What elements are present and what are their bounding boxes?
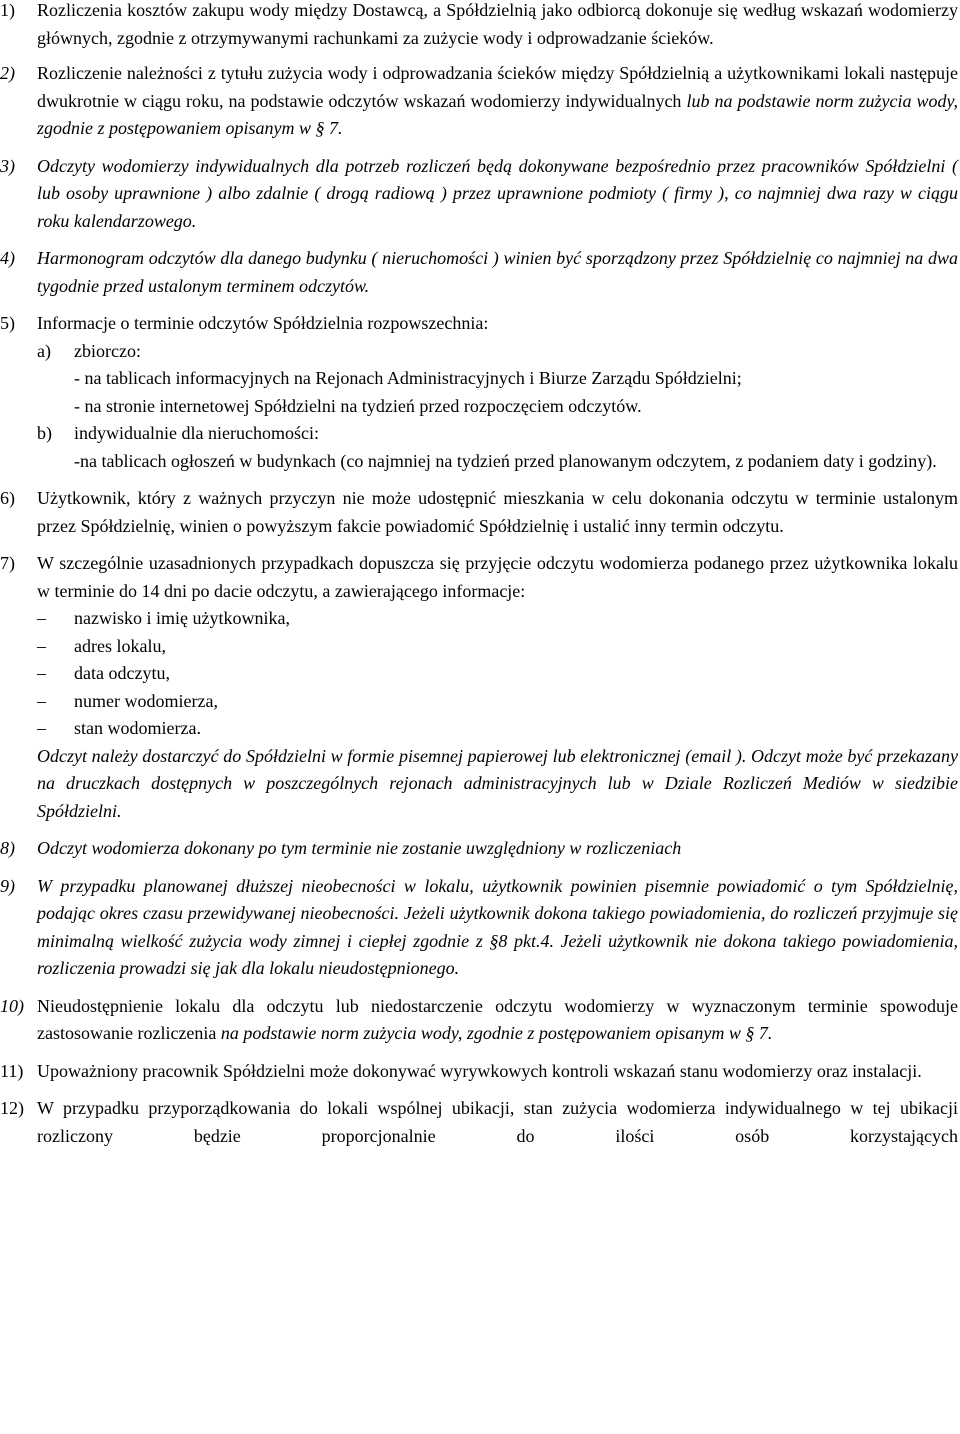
item-text: Rozliczenie należności z tytułu zużycia wody i odprowadzania ścieków między Spółdzielnią a użytkownikami lokali następuje dwukrotnie w ciągu roku, na podstawie odczytów wskazań wodomierzy indywidualnych [37,63,958,111]
item-text: Harmonogram odczytów dla danego budynku ( nieruchomości ) winien być sporządzony przez Spółdzielnię co najmniej na dwa tygodnie przed ustalonym terminem odczytów. [37,248,958,296]
sub-item-label: indywidualnie dla nieruchomości: [74,423,319,443]
item-12 [0,1095,958,1150]
item-number: 7) [0,553,15,573]
item-6 [0,485,958,540]
list-item [37,688,958,716]
item-3 [0,153,958,236]
item-number: 10) [0,995,24,1016]
dash-bullet: – [37,663,46,683]
item-7 [0,550,958,825]
item-text: Odczyty wodomierzy indywidualnych dla potrzeb rozliczeń będą dokonywane bezpośrednio przez pracowników Spółdzielni ( lub osoby uprawnione ) albo zdalnie ( drogą radiową ) przez uprawnione podmioty ( firmy ), co najmniej dwa razy w ciągu roku kalendarzowego. [37,155,958,231]
item-1 [0,0,958,52]
list-item [37,633,958,661]
item-number: 6) [0,488,15,508]
dash-bullet: – [37,635,46,656]
item-9 [0,873,958,983]
item-number: 4) [0,248,15,268]
item-text-italic: lub na podstawie norm zużycia wody, zgodnie z postępowaniem opisanym w § 7. [37,90,959,138]
item-8 [0,835,958,863]
item-4 [0,245,958,300]
sub-item-letter: b) [37,423,52,443]
sub-item-a-line-2: - na stronie internetowej Spółdzielni na tydzień przed rozpoczęciem odczytów. [74,395,642,416]
item-text: Rozliczenia kosztów zakupu wody między Dostawcą, a Spółdzielnią jako odbiorcą dokonuje się według wskazań wodomierzy głównych, zgodnie z otrzymywanymi rachunkami za zużycie wody i odprowadzanie ścieków. [37,0,958,48]
item-10 [0,993,958,1048]
list-item-text: nazwisko i imię użytkownika, [74,608,290,628]
sub-item-b [37,420,958,448]
list-item [37,715,958,743]
item-text: Informacje o terminie odczytów Spółdzielnia rozpowszechnia: [37,313,489,333]
item-text: Użytkownik, który z ważnych przyczyn nie może udostępnić mieszkania w celu dokonania odczytu w terminie ustalonym przez Spółdzielnię, winien o powyższym fakcie powiadomić Spółdzielnię i ustalić inny termin odczytu. [37,488,958,536]
dash-bullet: – [37,718,46,738]
item-number: 9) [0,875,15,896]
item-number: 2) [0,63,15,83]
item-5 [0,310,958,475]
item-text-italic: na podstawie norm zużycia wody, zgodnie z postępowaniem opisanym w § 7. [220,1023,773,1043]
dash-bullet: – [37,608,46,628]
item-number: 8) [0,838,15,858]
item-text: Nieudostępnienie lokalu dla odczytu lub niedostarczenie odczytu wodomierzy w wyznaczonym terminie spowoduje zastosowanie rozliczenia [37,995,958,1043]
list-item-text: data odczytu, [74,663,170,683]
item-number: 11) [0,1060,24,1081]
item-number: 1) [0,0,15,20]
item-11 [0,1058,958,1086]
sub-item-a [37,338,958,366]
sub-item-letter: a) [37,340,51,361]
item-number: 5) [0,313,15,333]
item-number: 3) [0,155,15,176]
list-item [37,660,958,688]
list-item-text: adres lokalu, [74,635,166,656]
sub-item-label: zbiorczo: [74,340,141,361]
item-text: W szczególnie uzasadnionych przypadkach dopuszcza się przyjęcie odczytu wodomierza podanego przez użytkownika lokalu w terminie do 14 dni po dacie odczytu, a zawierającego informacje: [37,553,958,601]
item-number: 12) [0,1098,24,1118]
item-text: Odczyt wodomierza dokonany po tym terminie nie zostanie uwzględniony w rozliczeniach [37,838,682,858]
item-text: Upoważniony pracownik Spółdzielni może dokonywać wyrywkowych kontroli wskazań stanu wodomierzy oraz instalacji. [37,1060,922,1081]
list-item-text: stan wodomierza. [74,718,201,738]
item-text: W przypadku planowanej dłuższej nieobecności w lokalu, użytkownik powinien pisemnie powiadomić o tym Spółdzielnię, podając okres czasu przewidywanej nieobecności. Jeżeli użytkownik dokona takiego powiadomienia, do rozliczeń przyjmuje się minimalną wielkość zużycia wody zimnej i ciepłej zgodnie z §8 pkt.4. Jeżeli użytkownik nie dokona takiego powiadomienia, rozliczenia prowadzi się jak dla lokalu nieudostępnionego. [37,875,958,978]
list-item [37,605,958,633]
sub-item-b-line-1: -na tablicach ogłoszeń w budynkach (co najmniej na tydzień przed planowanym odczytem, z podaniem daty i godziny). [74,450,937,471]
item-text: W przypadku przyporządkowania do lokali wspólnej ubikacji, stan zużycia wodomierza indywidualnego w tej ubikacji rozliczony będzie proporcjonalnie do ilości osób korzystających [37,1098,958,1146]
item-2 [0,60,958,143]
item-note: Odczyt należy dostarczyć do Spółdzielni w formie pisemnej papierowej lub elektronicznej (email ). Odczyt może być przekazany na druczkach dostępnych w poszczególnych rejonach administracyjnych lub w Dziale Rozliczeń Mediów w siedzibie Spółdzielni. [37,745,958,821]
list-item-text: numer wodomierza, [74,690,218,711]
sub-item-a-line-1: - na tablicach informacyjnych na Rejonach Administracyjnych i Biurze Zarządu Spółdzielni; [74,368,742,388]
dash-bullet: – [37,690,46,711]
